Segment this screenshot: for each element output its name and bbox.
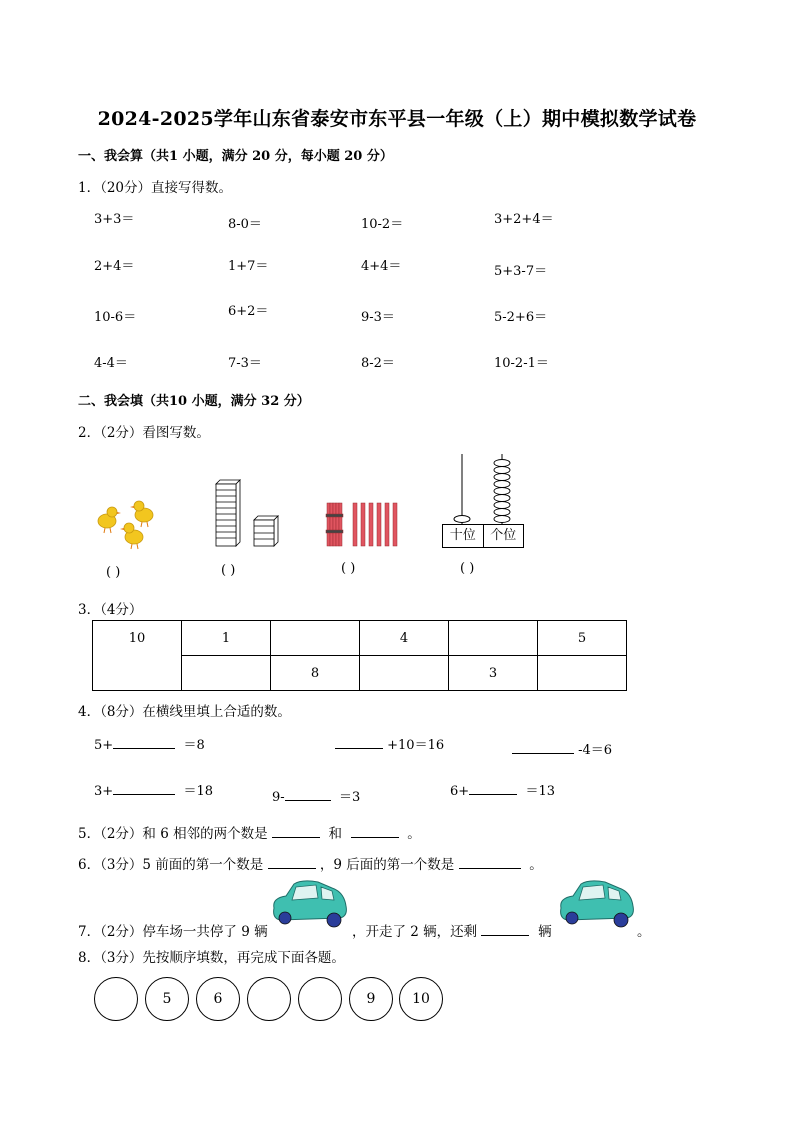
question-7-suffix: [352, 920, 552, 940]
page-title: 2024-2025学年山东省泰安市东平县一年级（上）期中模拟数学试卷: [97, 108, 697, 130]
fill-blank-item: [94, 780, 213, 799]
question-2: 2．（2分）看图写数。: [78, 425, 210, 441]
calc-item: 2+4＝: [94, 259, 135, 274]
number-circle: 9: [349, 977, 393, 1021]
expr-text: 3+: [94, 784, 114, 799]
chick-icon: [120, 523, 143, 549]
section-2-heading: 二、我会填（共10 小题，满分 32 分）: [78, 394, 310, 409]
answer-parens: ( ): [460, 561, 475, 576]
abacus-bead-icon: [454, 516, 470, 523]
answer-parens: ( ): [106, 565, 121, 580]
unit-blocks-icon: [254, 516, 278, 546]
table-cell: 8: [271, 656, 360, 691]
number-circle: 5: [145, 977, 189, 1021]
calc-item: 9-3＝: [361, 310, 395, 325]
table-cell: [271, 621, 360, 656]
chick-icon: [130, 501, 153, 527]
answer-blank[interactable]: [113, 734, 175, 749]
expr-text: ＝8: [183, 738, 205, 753]
calc-item: 1+7＝: [228, 259, 269, 274]
fill-blank-item: [335, 734, 444, 753]
ones-label: 个位: [490, 528, 517, 543]
expr-text: +10＝16: [387, 738, 445, 753]
answer-blank[interactable]: [272, 823, 320, 838]
fill-blank-item: [272, 786, 360, 805]
calc-item: 10-2＝: [361, 217, 404, 232]
expr-text: 9-: [272, 790, 285, 805]
question-text: 6．（3分）5 前面的第一个数是: [78, 857, 264, 873]
calc-item: 8-2＝: [361, 356, 395, 371]
expr-text: ＝18: [183, 784, 213, 799]
answer-blank[interactable]: [268, 854, 316, 869]
calc-item: 4+4＝: [361, 259, 402, 274]
car-icon: [555, 878, 637, 930]
expr-text: ＝3: [338, 790, 361, 805]
number-circle[interactable]: [298, 977, 342, 1021]
question-3: 3．（4分）: [78, 602, 143, 618]
answer-blank[interactable]: [469, 780, 517, 795]
table-cell: [360, 656, 449, 691]
question-6: [78, 853, 543, 873]
blocks-image: [212, 478, 282, 548]
number-circle[interactable]: [94, 977, 138, 1021]
answer-blank[interactable]: [459, 854, 521, 869]
calc-item: 5-2+6＝: [494, 310, 548, 325]
calc-item: 4-4＝: [94, 356, 128, 371]
question-5: [78, 822, 421, 842]
question-text: 。: [407, 826, 421, 842]
question-1: 1．（20分）直接写得数。: [78, 180, 233, 196]
fill-blank-item: [512, 739, 612, 758]
answer-parens: ( ): [341, 561, 356, 576]
calc-item: 8-0＝: [228, 217, 262, 232]
calc-item: 5+3-7＝: [494, 264, 548, 279]
abacus-beads-icon: [494, 460, 510, 523]
calc-item: 7-3＝: [228, 356, 262, 371]
fill-blank-item: [94, 734, 205, 753]
table-cell: [182, 656, 271, 691]
ten-block-icon: [216, 480, 240, 546]
answer-parens: ( ): [221, 563, 236, 578]
stick-bundle-icon: [326, 503, 343, 546]
expr-text: ＝13: [525, 784, 555, 799]
number-circle: 10: [399, 977, 443, 1021]
table-cell: 5: [538, 621, 627, 656]
number-table: [92, 620, 627, 691]
chicks-image: [92, 495, 166, 553]
answer-blank[interactable]: [512, 739, 574, 754]
answer-blank[interactable]: [351, 823, 399, 838]
number-circle[interactable]: [247, 977, 291, 1021]
tens-label: 十位: [443, 525, 484, 547]
table-cell: 10: [93, 621, 182, 691]
question-text: 和: [328, 826, 342, 842]
expr-text: -4＝6: [578, 743, 613, 758]
calc-item: 10-2-1＝: [494, 356, 549, 371]
expr-text: 6+: [450, 784, 470, 799]
sticks-image: [325, 500, 401, 548]
section-1-heading: 一、我会算（共1 小题，满分 20 分，每小题 20 分）: [78, 149, 393, 164]
question-text: 。: [637, 924, 651, 940]
fill-blank-item: [450, 780, 555, 799]
table-cell: [538, 656, 627, 691]
calc-item: 3+2+4＝: [494, 212, 554, 227]
single-sticks-icon: [353, 503, 397, 546]
answer-blank[interactable]: [285, 786, 331, 801]
question-8: 8．（3分）先按顺序填数，再完成下面各题。: [78, 950, 345, 966]
answer-blank[interactable]: [113, 780, 175, 795]
question-text: ，开走了 2 辆，还剩: [352, 924, 478, 940]
number-circle: 6: [196, 977, 240, 1021]
question-text: 辆: [538, 924, 552, 940]
abacus-image: [442, 452, 524, 524]
question-text: 。: [529, 857, 543, 873]
table-cell: 3: [449, 656, 538, 691]
answer-blank[interactable]: [481, 921, 529, 936]
table-cell: [449, 621, 538, 656]
chick-icon: [98, 507, 121, 533]
abacus-place-labels: [442, 524, 524, 548]
question-4: 4．（8分）在横线里填上合适的数。: [78, 704, 291, 720]
calc-item: 10-6＝: [94, 310, 137, 325]
calc-item: 6+2＝: [228, 304, 269, 319]
answer-blank[interactable]: [335, 734, 383, 749]
car-icon: [268, 878, 350, 930]
question-7-prefix: 7．（2分）停车场一共停了 9 辆: [78, 924, 268, 940]
question-text: ，9 后面的第一个数是: [319, 857, 455, 873]
question-text: 5．（2分）和 6 相邻的两个数是: [78, 826, 268, 842]
table-cell: 4: [360, 621, 449, 656]
table-cell: 1: [182, 621, 271, 656]
calc-item: 3+3＝: [94, 212, 135, 227]
expr-text: 5+: [94, 738, 114, 753]
